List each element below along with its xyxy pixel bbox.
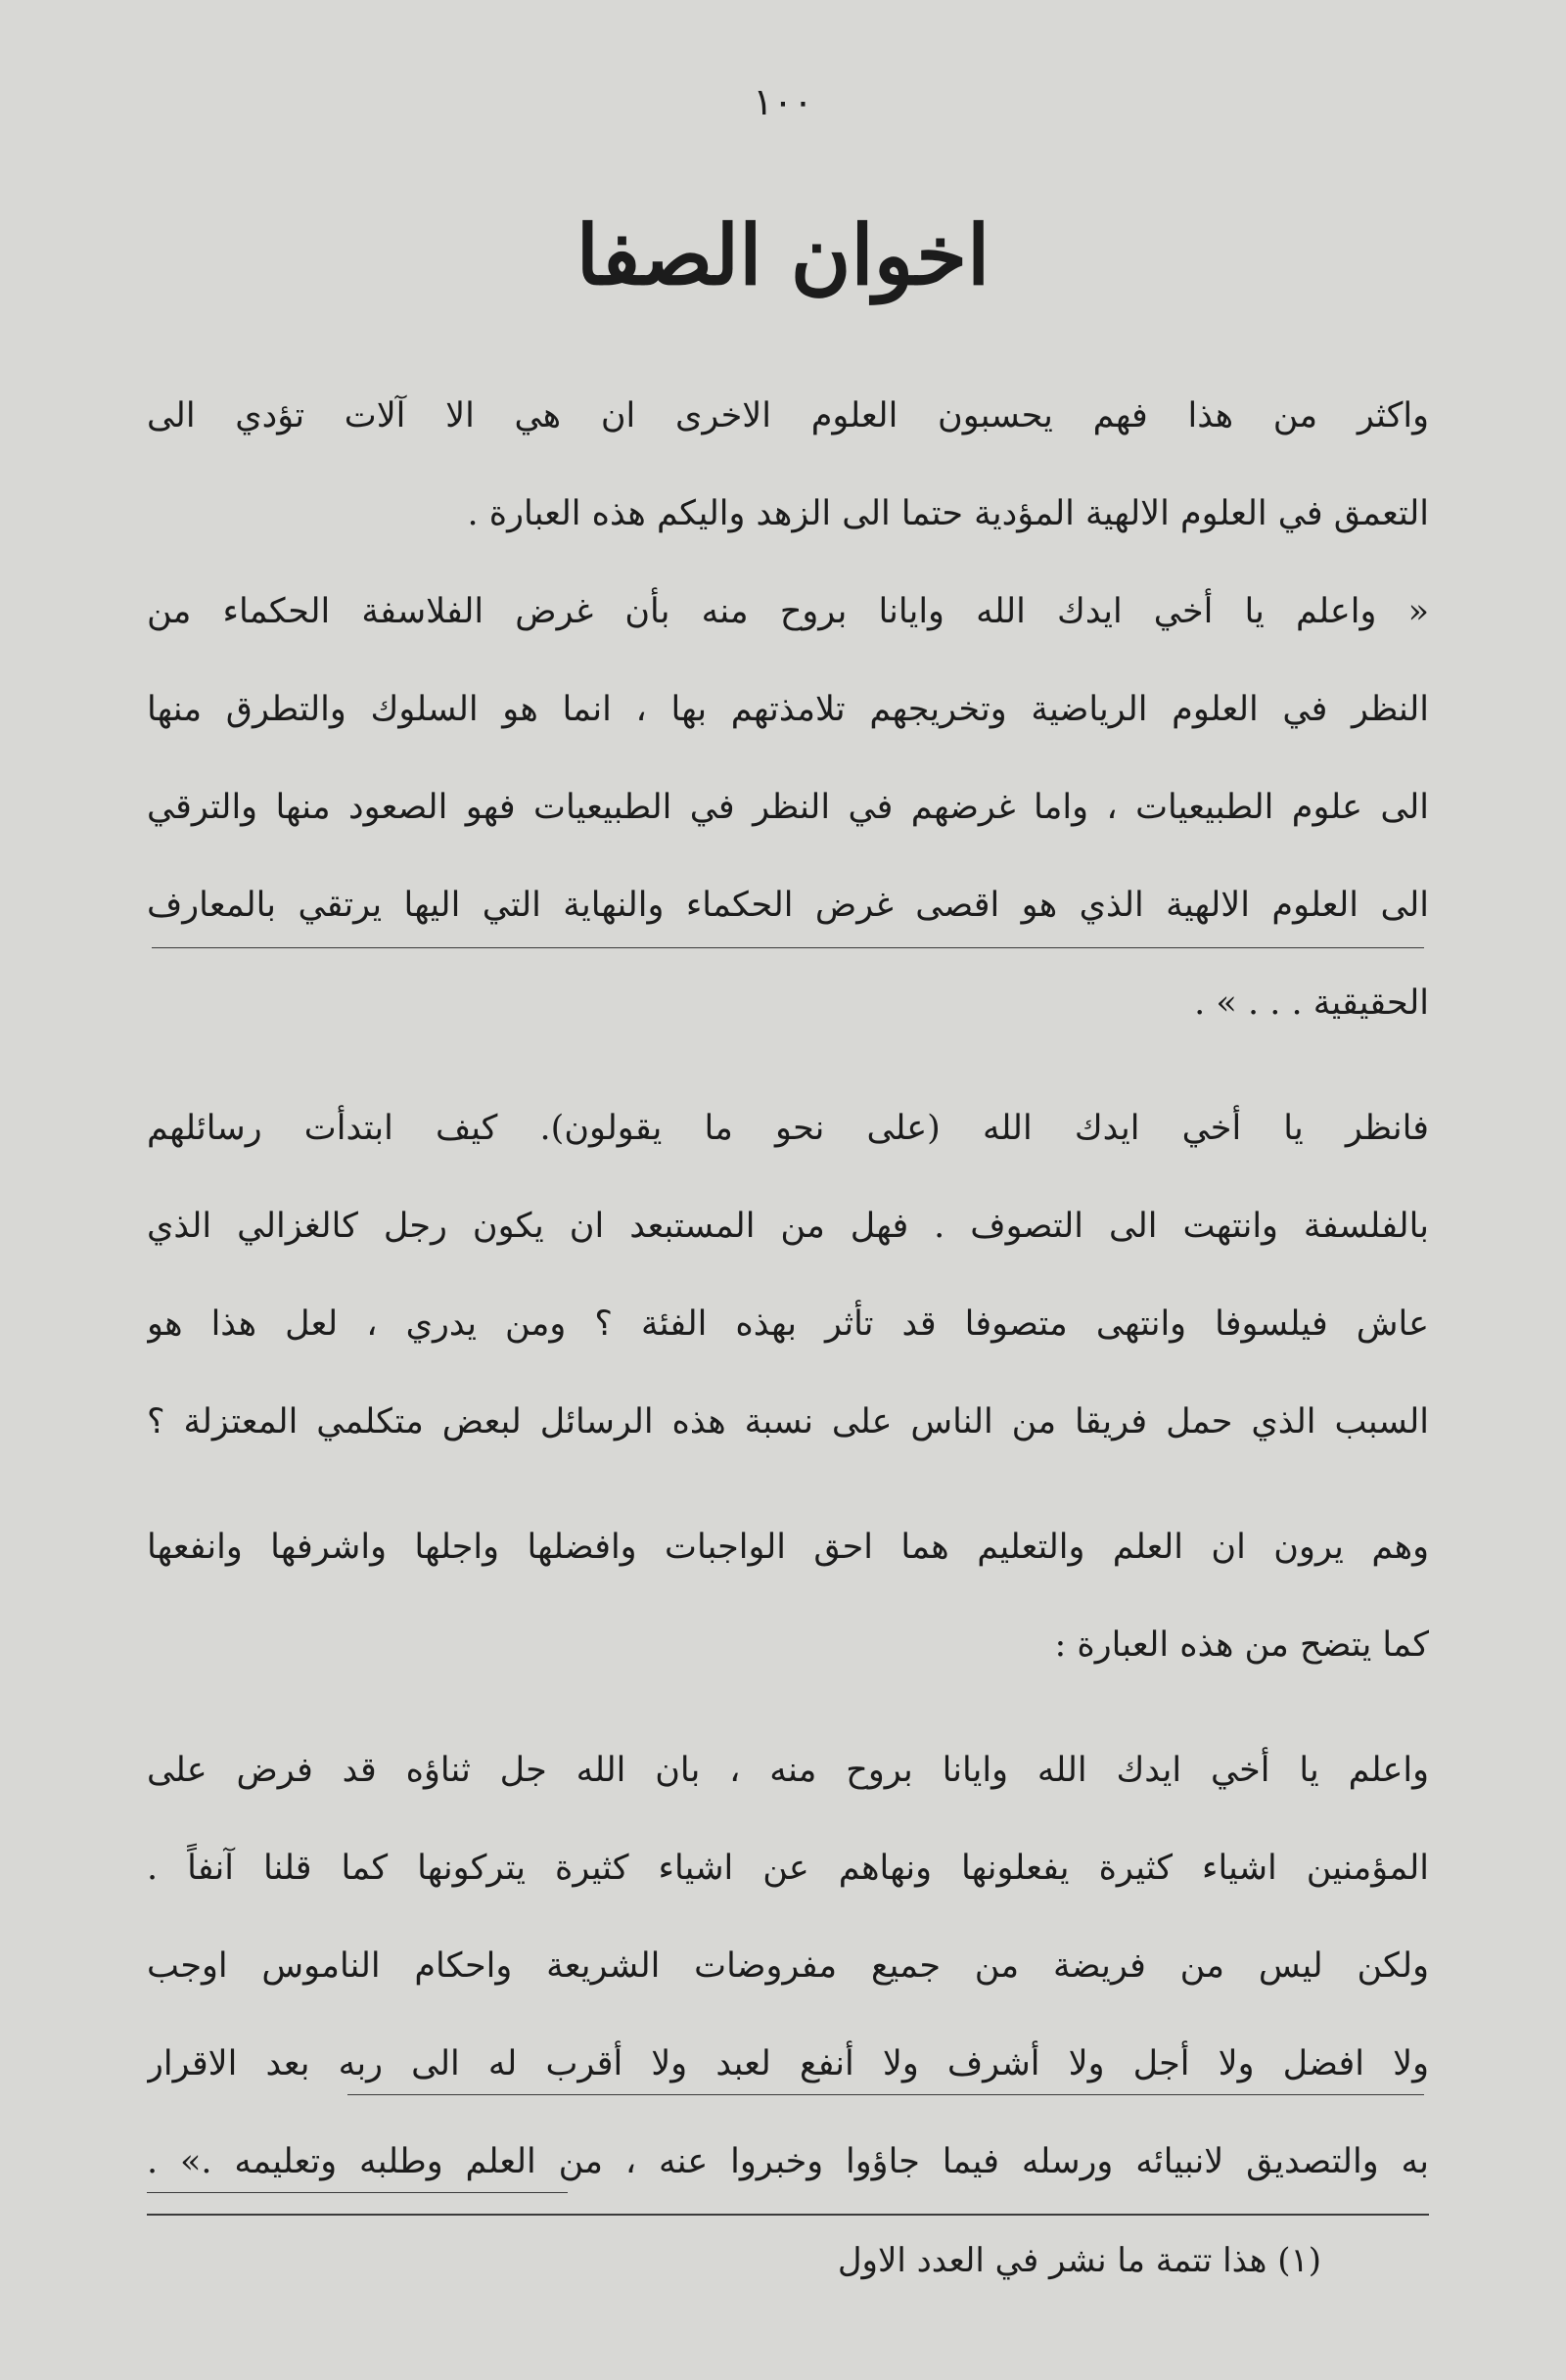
text-line: به والتصديق لانبيائه ورسله فيما جاؤوا وخبروا عنه ، من العلم وطلبه وتعليمه .» . xyxy=(147,2142,1429,2181)
text-line: التعمق في العلوم الالهية المؤدية حتما الى الزهد واليكم هذه العبارة . xyxy=(467,494,1429,533)
text-line: واكثر من هذا فهم يحسبون العلوم الاخرى ان هي الا آلات تؤدي الى xyxy=(147,396,1429,435)
article-title: اخوان الصفا xyxy=(576,206,990,303)
text-line: عاش فيلسوفا وانتهى متصوفا قد تأثر بهذه الفئة ؟ ومن يدري ، لعل هذا هو xyxy=(147,1304,1429,1344)
text-line: ولكن ليس من فريضة من جميع مفروضات الشريعة واحكام الناموس اوجب xyxy=(147,1946,1429,1986)
text-line: الى علوم الطبيعيات ، واما غرضهم في النظر في الطبيعيات فهو الصعود منها والترقي xyxy=(147,788,1429,827)
text-line: الى العلوم الالهية الذي هو اقصى غرض الحكماء والنهاية التي اليها يرتقي بالمعارف xyxy=(147,886,1429,925)
page-number: ١٠٠ xyxy=(753,80,813,123)
text-line: واعلم يا أخي ايدك الله وايانا بروح منه ، بان الله جل ثناؤه قد فرض على xyxy=(147,1751,1429,1790)
article-body xyxy=(147,367,1429,2211)
text-line: النظر في العلوم الرياضية وتخريجهم تلامذتهم بها ، انما هو السلوك والتطرق منها xyxy=(147,690,1429,729)
text-line: وهم يرون ان العلم والتعليم هما احق الواجبات وافضلها واجلها واشرفها وانفعها xyxy=(147,1528,1429,1567)
text-line: فانظر يا أخي ايدك الله (على نحو ما يقولون). كيف ابتدأت رسائلهم xyxy=(147,1109,1429,1148)
text-line: « واعلم يا أخي ايدك الله وايانا بروح منه بأن غرض الفلاسفة الحكماء من xyxy=(147,592,1429,631)
underline-rule xyxy=(152,947,1424,948)
text-line: السبب الذي حمل فريقا من الناس على نسبة هذه الرسائل لبعض متكلمي المعتزلة ؟ xyxy=(147,1402,1429,1442)
text-line: ولا افضل ولا أجل ولا أشرف ولا أنفع لعبد ولا أقرب له الى ربه بعد الاقرار xyxy=(147,2044,1429,2083)
underline-rule xyxy=(147,2192,568,2193)
footnote-separator xyxy=(147,2214,1429,2216)
text-line: الحقيقية . . . » . xyxy=(1194,984,1429,1023)
text-line: بالفلسفة وانتهت الى التصوف . فهل من المستبعد ان يكون رجل كالغزالي الذي xyxy=(147,1207,1429,1246)
footnote: (١) هذا تتمة ما نشر في العدد الاول xyxy=(837,2241,1321,2280)
text-line: كما يتضح من هذه العبارة : xyxy=(1054,1625,1429,1665)
underline-rule xyxy=(347,2094,1424,2095)
text-line: المؤمنين اشياء كثيرة يفعلونها ونهاهم عن اشياء كثيرة يتركونها كما قلنا آنفاً . xyxy=(147,1849,1429,1888)
